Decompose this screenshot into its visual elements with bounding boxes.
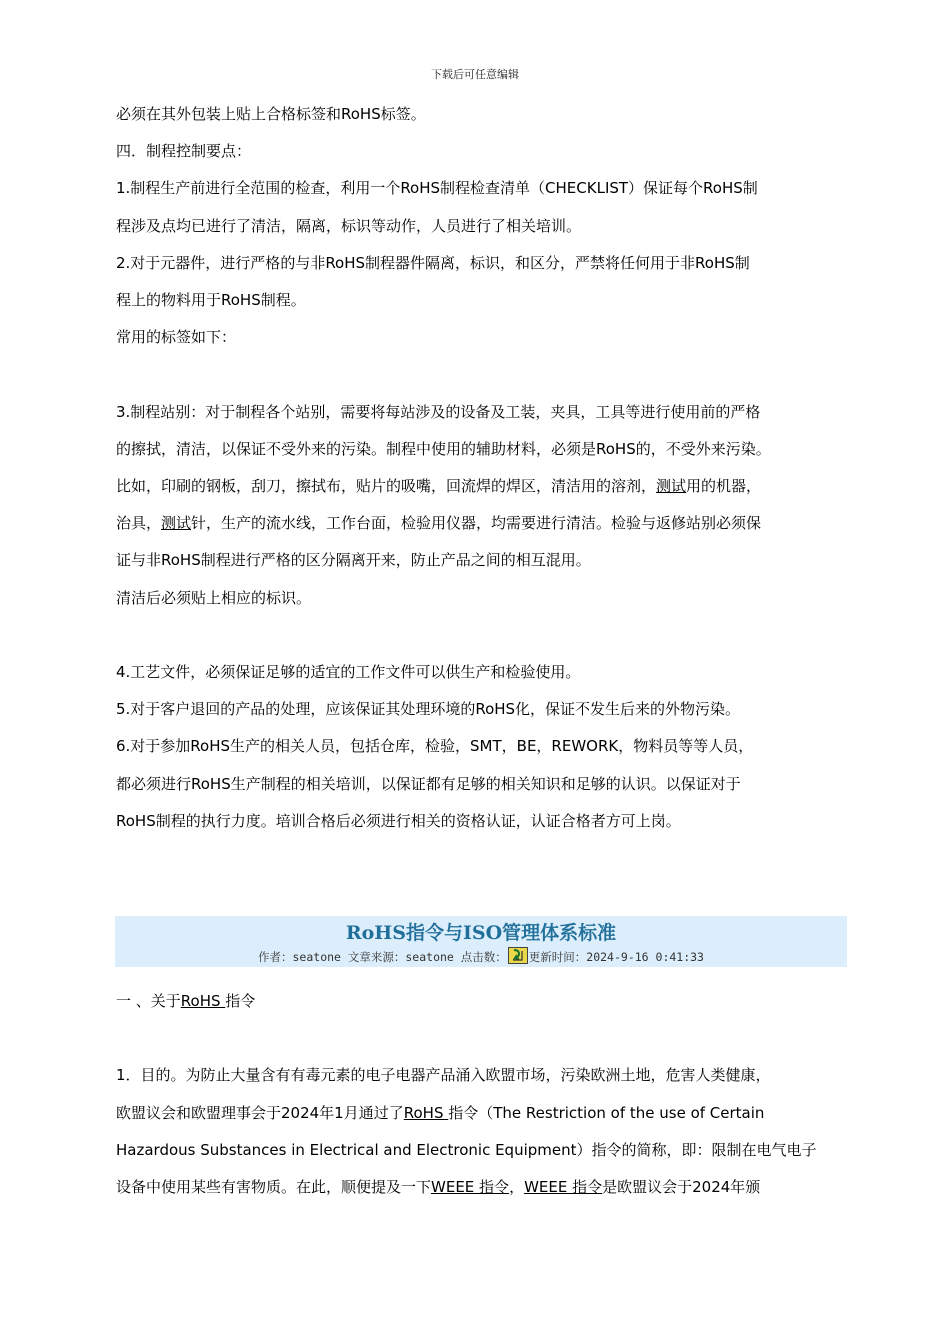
paragraph [116, 468, 852, 505]
article-meta [115, 947, 847, 965]
rohs-link[interactable]: RoHS [180, 992, 226, 1010]
text-run: 治具， [116, 514, 162, 533]
paragraph [116, 1095, 852, 1132]
page-header: 下载后可任意编辑 [431, 68, 519, 81]
blank-line [116, 1020, 852, 1057]
test-link[interactable]: 测试 [161, 514, 192, 533]
paragraph [116, 505, 852, 542]
rohs-link[interactable]: RoHS [403, 1103, 449, 1122]
paragraph: 4.工艺文件，必须保证足够的适宜的工作文件可以供生产和检验使用。 [116, 663, 581, 682]
paragraph: 常用的标签如下： [116, 328, 237, 347]
text-run: 针，生产的流水线，工作台面，检验用仪器，均需要进行清洁。检验与返修站别必须保 [191, 514, 762, 533]
paragraph: 程上的物料用于RoHS制程。 [116, 291, 306, 310]
document-body-upper [116, 96, 852, 840]
paragraph: 清洁后必须贴上相应的标识。 [116, 588, 312, 607]
test-link[interactable]: 测试 [656, 477, 687, 496]
paragraph: 1．目的。为防止大量含有有毒元素的电子电器产品涌入欧盟市场，污染欧洲土地，危害人类健康， [116, 1066, 771, 1085]
text-run: 指令（The Restriction of the use of Certain [448, 1103, 765, 1122]
weee-link[interactable]: WEEE 指令 [524, 1178, 603, 1196]
paragraph: 5.对于客户退回的产品的处理，应该保证其处理环境的RoHS化，保证不发生后来的外物污染。 [116, 700, 741, 719]
text-run: 用的机器， [686, 477, 762, 496]
text-run: 欧盟议会和欧盟理事会于2024年1月通过了 [116, 1103, 404, 1122]
article-meta-left: 作者：seatone 文章来源：seatone 点击数： [258, 950, 507, 964]
weee-link[interactable]: WEEE 指令 [431, 1178, 510, 1196]
blank-line [116, 356, 852, 393]
section-heading [116, 983, 852, 1020]
paragraph: Hazardous Substances in Electrical and Electronic Equipment）指令的简称，即：限制在电气电子 [116, 1140, 817, 1159]
text-run: ， [509, 1178, 525, 1196]
paragraph: 6.对于参加RoHS生产的相关人员，包括仓库，检验，SMT，BE，REWORK，物料员等等人员， [116, 737, 754, 756]
paragraph: 的擦拭，清洁，以保证不受外来的污染。制程中使用的辅助材料，必须是RoHS的，不受外来污染。 [116, 439, 771, 458]
paragraph: 都必须进行RoHS生产制程的相关培训，以保证都有足够的相关知识和足够的认识。以保证对于 [116, 774, 741, 793]
paragraph: 3.制程站别：对于制程各个站别，需要将每站涉及的设备及工装，夹具，工具等进行使用前的严格 [116, 402, 761, 421]
section-heading: 四．制程控制要点： [116, 142, 252, 161]
paragraph: 1.制程生产前进行全范围的检查，利用一个RoHS制程检查清单（CHECKLIST）保证每个RoHS制 [116, 179, 758, 198]
paragraph: 程涉及点均已进行了清洁，隔离，标识等动作，人员进行了相关培训。 [116, 216, 582, 235]
paragraph: 必须在其外包装上贴上合格标签和RoHS标签。 [116, 105, 426, 123]
paragraph: 2.对于元器件，进行严格的与非RoHS制程器件隔离，标识，和区分，严禁将任何用于非RoHS制 [116, 253, 750, 272]
article-title: RoHS指令与ISO管理体系标准 [345, 922, 617, 944]
document-body-lower [116, 983, 852, 1206]
text-run: 比如，印刷的钢板，刮刀，擦拭布，贴片的吸嘴，回流焊的焊区，清洁用的溶剂， [116, 477, 657, 496]
article-meta-right: 更新时间：2024-9-16 0:41:33 [528, 950, 704, 964]
arrow-icon [508, 947, 528, 964]
article-title-banner [115, 916, 847, 967]
paragraph: 证与非RoHS制程进行严格的区分隔离开来，防止产品之间的相互混用。 [116, 551, 591, 570]
text-run: 指令 [225, 992, 256, 1010]
paragraph: RoHS制程的执行力度。培训合格后必须进行相关的资格认证，认证合格者方可上岗。 [116, 811, 681, 830]
text-run: 一 、关于 [116, 992, 181, 1010]
text-run: 设备中使用某些有害物质。在此，顺便提及一下 [116, 1178, 432, 1196]
text-run: 是欧盟议会于2024年颁 [602, 1178, 761, 1196]
paragraph [116, 1169, 852, 1206]
blank-line [116, 617, 852, 654]
